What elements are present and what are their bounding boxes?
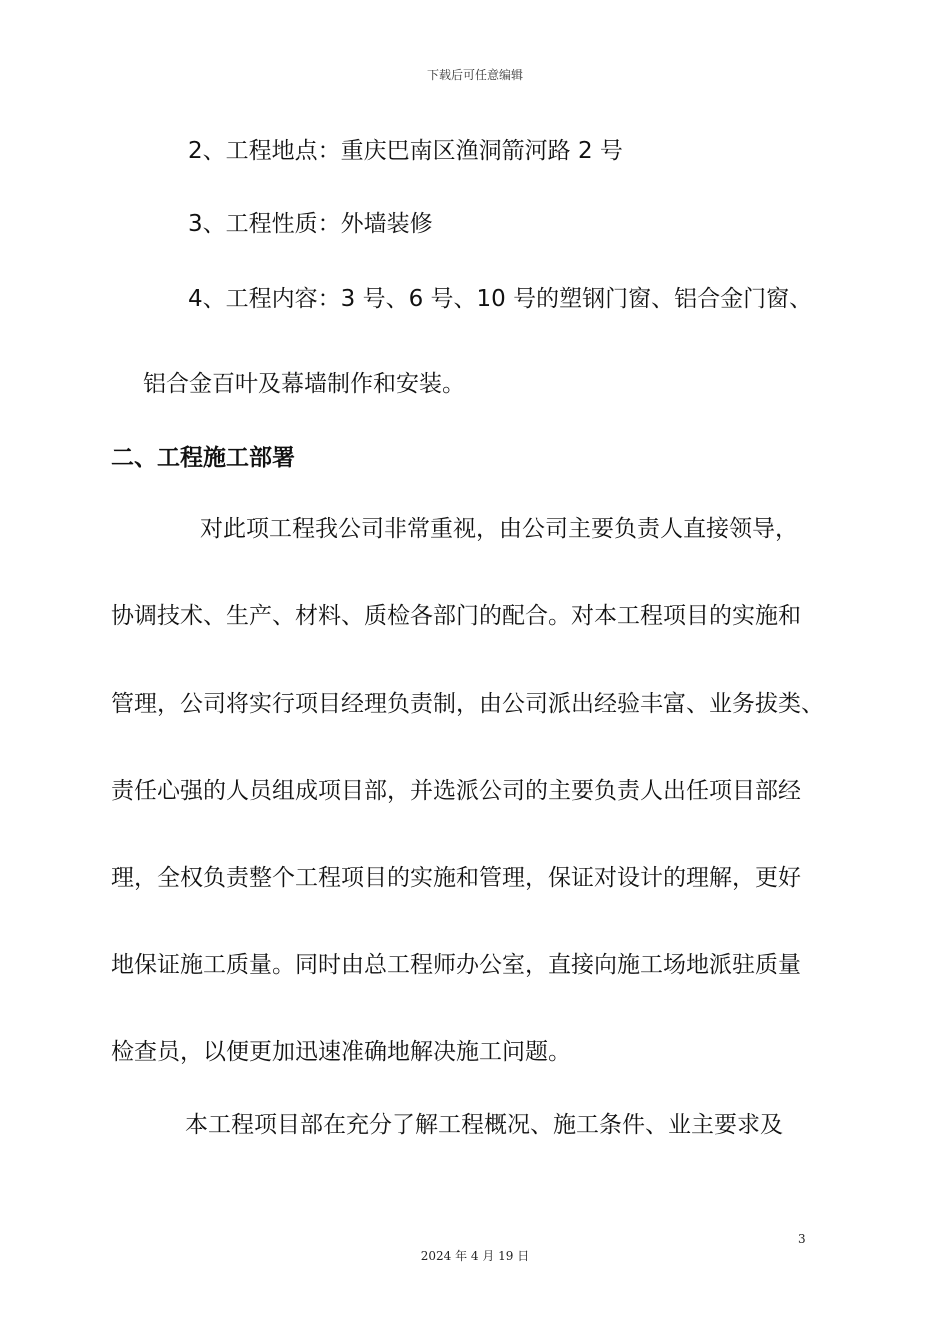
paragraph-line: 对此项工程我公司非常重视，由公司主要负责人直接领导， xyxy=(200,516,798,542)
paragraph-line: 本工程项目部在充分了解工程概况、施工条件、业主要求及 xyxy=(185,1112,783,1138)
project-content-continuation: 铝合金百叶及幕墙制作和安装。 xyxy=(143,371,465,397)
paragraph-line: 责任心强的人员组成项目部，并选派公司的主要负责人出任项目部经 xyxy=(111,778,801,804)
project-content-item: 4、工程内容：3 号、6 号、10 号的塑钢门窗、铝合金门窗、 xyxy=(188,286,813,312)
project-nature-item: 3、工程性质：外墙装修 xyxy=(188,211,433,237)
paragraph-line: 地保证施工质量。同时由总工程师办公室，直接向施工场地派驻质量 xyxy=(111,952,801,978)
paragraph-line: 检查员，以便更加迅速准确地解决施工问题。 xyxy=(111,1039,571,1065)
section-heading: 二、工程施工部署 xyxy=(111,445,295,471)
footer-date: 2024 年 4 月 19 日 xyxy=(420,1249,530,1263)
paragraph-line: 理，全权负责整个工程项目的实施和管理，保证对设计的理解，更好 xyxy=(111,865,801,891)
paragraph-line: 协调技术、生产、材料、质检各部门的配合。对本工程项目的实施和 xyxy=(111,603,801,629)
project-location-item: 2、工程地点：重庆巴南区渔洞箭河路 2 号 xyxy=(188,138,623,164)
page-number: 3 xyxy=(798,1232,806,1246)
paragraph-line: 管理，公司将实行项目经理负责制，由公司派出经验丰富、业务拔类、 xyxy=(111,691,824,717)
header-note: 下载后可任意编辑 xyxy=(426,68,523,82)
